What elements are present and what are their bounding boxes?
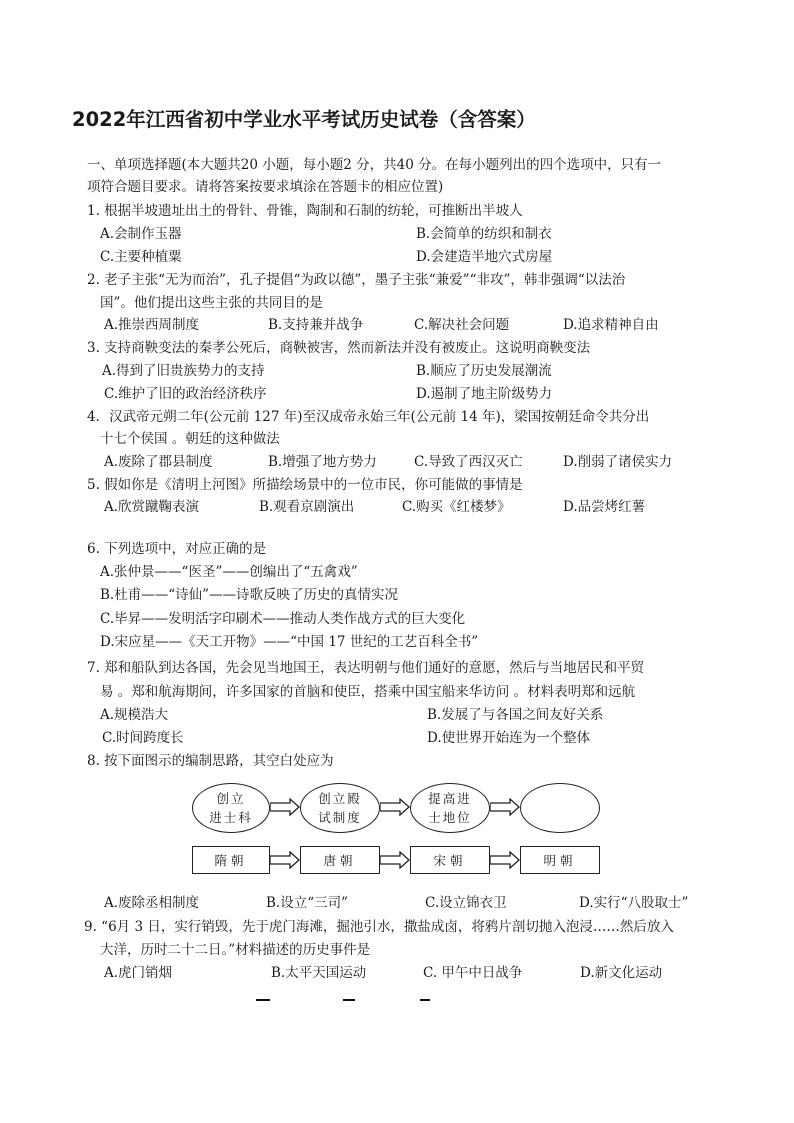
- q6-option-d: D.宋应星——《天工开物》——“中国 17 世纪的工艺百科全书”: [100, 634, 479, 650]
- q8-option-a: A.废除丞相制度: [104, 895, 200, 911]
- q1-option-a: A.会制作玉器: [100, 226, 182, 242]
- q4-stem-line2: 十七个侯国 。朝廷的这种做法: [100, 431, 280, 447]
- q1-stem: 1. 根据半坡遗址出土的骨针、骨锥，陶制和石制的纺轮，可推断出半坡人: [87, 203, 523, 219]
- q4-option-c: C.导致了西汉灭亡: [414, 454, 523, 470]
- diagram-dynasty-ming: 明朝: [520, 846, 600, 874]
- diagram-arrow-bottom-1: [270, 851, 300, 869]
- q3-option-c: C.维护了旧的政治经济秩序: [104, 386, 267, 402]
- diagram-oval-1-line1: 创立: [216, 791, 246, 806]
- q8-stem: 8. 按下面图示的编制思路，其空白处应为: [87, 753, 334, 769]
- q3-stem: 3. 支持商鞅变法的秦孝公死后，商鞅被害，然而新法并没有被废止。这说明商鞅变法: [87, 340, 591, 356]
- q8-option-d: D.实行“八股取士”: [579, 895, 689, 911]
- q4-option-d: D.削弱了诸侯实力: [563, 454, 673, 470]
- cutoff-line-fragment: [256, 999, 270, 1001]
- q7-option-b: B.发展了与各国之间友好关系: [427, 707, 604, 723]
- q5-option-a: A.欣赏蹴鞠表演: [104, 499, 200, 515]
- q6-stem: 6. 下列选项中，对应正确的是: [87, 541, 267, 557]
- q3-option-b: B.顺应了历史发展潮流: [416, 363, 552, 379]
- q2-option-a: A.推崇西周制度: [104, 317, 200, 333]
- diagram-arrow-top-3: [490, 798, 520, 816]
- diagram-dynasty-sui: 隋朝: [192, 846, 270, 874]
- q1-option-c: C.主要种植粟: [100, 249, 182, 265]
- q4-option-b: B.增强了地方势力: [268, 454, 377, 470]
- q7-option-a: A.规模浩大: [100, 707, 169, 723]
- q2-option-b: B.支持兼并战争: [268, 317, 364, 333]
- q8-option-b: B.设立“三司”: [266, 895, 349, 911]
- q9-stem-line2: 大洋，历时二十二日。”材料描述的历史事件是: [100, 942, 371, 958]
- q7-option-d: D.使世界开始连为一个整体: [427, 730, 591, 746]
- diagram-arrow-top-1: [270, 798, 300, 816]
- diagram-oval-2: [300, 783, 380, 833]
- q8-option-c: C.设立锦衣卫: [425, 895, 507, 911]
- diagram-oval-1: [192, 783, 270, 833]
- diagram-dynasty-song: 宋朝: [410, 846, 490, 874]
- q4-stem-line1: 4．汉武帝元朔二年(公元前 127 年)至汉成帝永始三年(公元前 14 年)，梁国按朝廷命令共分出: [87, 409, 650, 425]
- q9-option-d: D.新文化运动: [580, 965, 663, 981]
- q6-option-c: C.毕昇——发明活字印刷术——推动人类作战方式的巨大变化: [100, 611, 466, 627]
- diagram-oval-2-line1: 创立殿: [318, 791, 362, 806]
- q9-option-c: C. 甲午中日战争: [423, 965, 523, 981]
- q1-option-d: D.会建造半地穴式房屋: [416, 249, 553, 265]
- q7-option-c: C.时间跨度长: [102, 730, 184, 746]
- q5-stem: 5. 假如你是《清明上河图》所描绘场景中的一位市民，你可能做的事情是: [87, 477, 523, 493]
- q7-stem-line1: 7. 郑和船队到达各国，先会见当地国王，表达明朝与他们通好的意愿，然后与当地居民和平贸: [87, 660, 645, 676]
- diagram-oval-1-line2: 进士科: [209, 810, 253, 825]
- diagram-oval-2-line2: 试制度: [318, 810, 362, 825]
- q5-option-c: C.购买《红楼梦》: [402, 499, 511, 515]
- section-instruction-line1: 一、单项选择题(本大题共20 小题，每小题2 分，共40 分。在每小题列出的四个选项中，只有一: [87, 157, 662, 173]
- diagram-oval-3-line1: 提高进: [428, 791, 472, 806]
- diagram-oval-3-line2: 士地位: [428, 810, 472, 825]
- q7-stem-line2: 易 。郑和航海期间，许多国家的首脑和使臣，搭乘中国宝船来华访问 。材料表明郑和远航: [100, 684, 636, 700]
- q6-option-b: B.杜甫——“诗仙”——诗歌反映了历史的真情实况: [100, 587, 399, 603]
- q2-stem-line2: 国”。他们提出这些主张的共同目的是: [100, 295, 323, 311]
- q2-stem-line1: 2. 老子主张“无为而治”，孔子提倡“为政以德”，墨子主张“兼爱”“非攻”，韩非强调“以法治: [87, 272, 626, 288]
- diagram-dynasty-tang: 唐朝: [300, 846, 380, 874]
- q9-stem-line1: 9. “6月 3 日，实行销毁，先于虎门海滩，掘池引水，撒盐成卤，将鸦片剖切抛入泡浸……然后放入: [84, 919, 674, 935]
- diagram-arrow-bottom-3: [490, 851, 520, 869]
- diagram-arrow-bottom-2: [380, 851, 410, 869]
- cutoff-line-fragment: [343, 999, 355, 1001]
- q3-option-a: A.得到了旧贵族势力的支持: [102, 363, 265, 379]
- diagram-arrow-top-2: [380, 798, 410, 816]
- diagram-oval-blank: [520, 783, 600, 833]
- cutoff-line-fragment: [420, 999, 430, 1001]
- q1-option-b: B.会简单的纺织和制衣: [416, 226, 552, 242]
- q6-option-a: A.张仲景——“医圣”——创编出了“五禽戏”: [100, 564, 358, 580]
- page-title: 2022年江西省初中学业水平考试历史试卷（含答案）: [72, 108, 536, 131]
- q2-option-c: C.解决社会问题: [414, 317, 510, 333]
- q2-option-d: D.追求精神自由: [563, 317, 659, 333]
- q4-option-a: A.废除了郡县制度: [104, 454, 213, 470]
- q5-option-d: D.品尝烤红薯: [563, 499, 646, 515]
- section-instruction-line2: 项符合题目要求。请将答案按要求填涂在答题卡的相应位置): [87, 179, 444, 195]
- q9-option-b: B.太平天国运动: [271, 965, 367, 981]
- q5-option-b: B.观看京剧演出: [259, 499, 355, 515]
- q9-option-a: A.虎门销烟: [104, 965, 173, 981]
- q3-option-d: D.遏制了地主阶级势力: [416, 386, 553, 402]
- diagram-oval-3: [410, 783, 490, 833]
